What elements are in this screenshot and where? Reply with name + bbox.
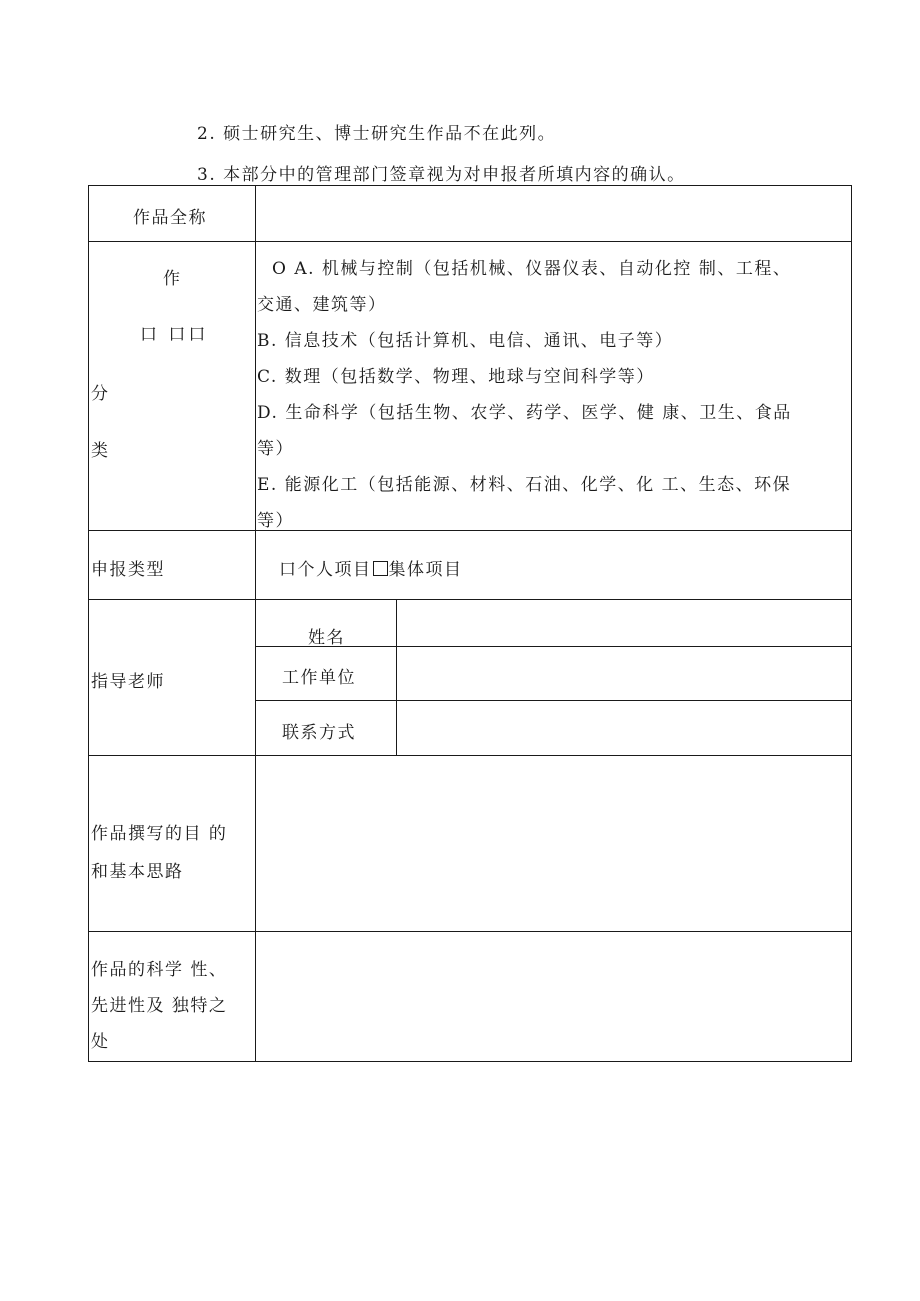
- table-border-top: [88, 185, 852, 186]
- innovation-label: 作品的科学 性、: [91, 960, 228, 980]
- group-project-option[interactable]: 集体项目: [388, 560, 463, 580]
- row-divider: [88, 530, 852, 531]
- row-divider: [88, 241, 852, 242]
- category-option-d[interactable]: D. 生命科学（包括生物、农学、药学、医学、健 康、卫生、食品: [257, 403, 792, 423]
- individual-project-option[interactable]: 口个人项目: [279, 560, 372, 580]
- category-option-a-cont: 交通、建筑等）: [257, 295, 387, 315]
- innovation-label-cont: 先进性及 独特之: [91, 996, 228, 1016]
- note-item-3: 3. 本部分中的管理部门签章视为对申报者所填内容的确认。: [197, 165, 686, 185]
- category-option-d-cont: 等）: [257, 439, 294, 459]
- table-border-right: [851, 185, 852, 1062]
- category-option-e[interactable]: E. 能源化工（包括能源、材料、石油、化学、化 工、生态、环保: [257, 475, 792, 495]
- category-label-part: 口 口口: [140, 325, 209, 345]
- innovation-label-cont: 处: [91, 1032, 110, 1052]
- row-divider: [255, 700, 852, 701]
- advisor-name-label: 姓名: [308, 628, 345, 648]
- table-border-left: [88, 185, 89, 1062]
- checkbox-icon[interactable]: [373, 561, 388, 576]
- advisor-unit-label: 工作单位: [282, 668, 356, 688]
- category-label-part: 作: [163, 269, 182, 289]
- category-label-part: 类: [91, 441, 110, 461]
- row-divider: [88, 931, 852, 932]
- row-divider: [88, 755, 852, 756]
- work-title-label: 作品全称: [133, 208, 207, 228]
- purpose-label-cont: 和基本思路: [91, 862, 184, 882]
- category-option-a[interactable]: O A. 机械与控制（包括机械、仪器仪表、自动化控 制、工程、: [272, 259, 792, 279]
- category-option-b[interactable]: B. 信息技术（包括计算机、电信、通讯、电子等）: [257, 331, 674, 351]
- category-option-c[interactable]: C. 数理（包括数学、物理、地球与空间科学等）: [257, 367, 655, 387]
- application-type-label: 申报类型: [91, 560, 165, 580]
- row-divider: [88, 599, 852, 600]
- advisor-contact-label: 联系方式: [282, 723, 356, 743]
- category-label-part: 分: [91, 384, 110, 404]
- table-border-bottom: [88, 1061, 852, 1062]
- column-divider: [396, 599, 397, 755]
- note-item-2: 2. 硕士研究生、博士研究生作品不在此列。: [197, 124, 557, 144]
- column-divider: [255, 185, 256, 1062]
- application-type-options: [279, 555, 463, 580]
- category-option-e-cont: 等）: [257, 511, 294, 531]
- advisor-label: 指导老师: [91, 672, 165, 692]
- purpose-label: 作品撰写的目 的: [91, 824, 228, 844]
